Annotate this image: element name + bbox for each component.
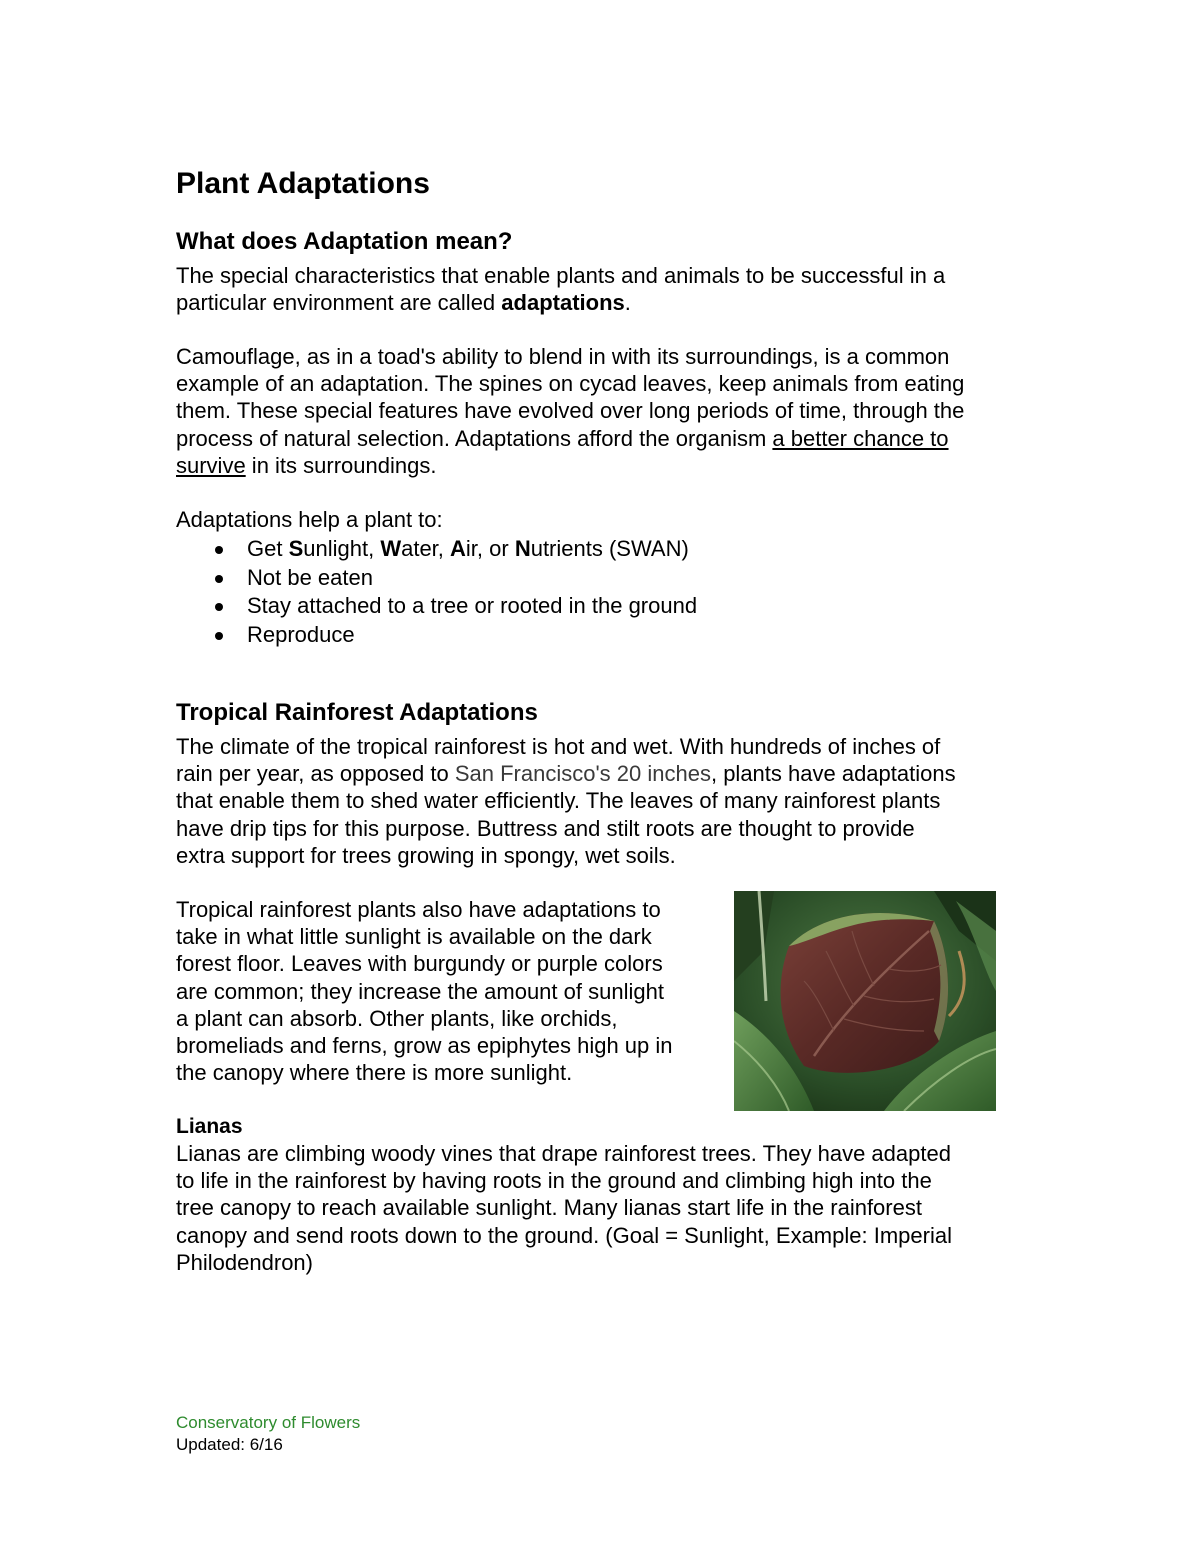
camouflage-paragraph xyxy=(176,343,964,479)
list-item-text: Not be eaten xyxy=(247,564,373,590)
text-line xyxy=(176,760,956,787)
swan-letter: A xyxy=(450,536,466,561)
text-line: tree canopy to reach available sunlight. Many lianas start life in the rainforest xyxy=(176,1195,922,1221)
sunlight-paragraph xyxy=(176,896,673,1086)
swan-letter: S xyxy=(288,536,304,561)
text-span: unlight, xyxy=(303,536,381,561)
section-heading-lianas: Lianas xyxy=(176,1115,243,1138)
text-span: in its surroundings. xyxy=(245,452,437,478)
list-item xyxy=(176,564,697,593)
text-line: that enable them to shed water efficiently. The leaves of many rainforest plants xyxy=(176,788,941,814)
text-span: Get xyxy=(247,536,289,561)
text-span: process of natural selection. Adaptations afford the organism xyxy=(176,425,773,451)
burgundy-leaf-photo xyxy=(734,891,996,1111)
climate-paragraph xyxy=(176,733,956,869)
text-line: The climate of the tropical rainforest is hot and wet. With hundreds of inches of xyxy=(176,734,941,759)
bullet-icon xyxy=(215,632,223,640)
text-span: ir, or xyxy=(465,536,515,561)
page-title: Plant Adaptations xyxy=(176,167,430,200)
swan-letter: W xyxy=(380,536,402,561)
swan-text xyxy=(247,536,689,561)
text-line: take in what little sunlight is available on the dark xyxy=(176,924,652,950)
list-item xyxy=(176,535,697,564)
list-item-text: Stay attached to a tree or rooted in the ground xyxy=(247,593,698,618)
text-line: to life in the rainforest by having roots in the ground and climbing high into the xyxy=(176,1168,932,1194)
adaptations-term: adaptations xyxy=(501,290,625,316)
text-line: are common; they increase the amount of sunlight xyxy=(176,978,664,1004)
text-line: Lianas are climbing woody vines that drape rainforest trees. They have adapted xyxy=(176,1141,951,1166)
text-line: them. These special features have evolved over long periods of time, through the xyxy=(176,398,965,424)
text-line: forest floor. Leaves with burgundy or purple colors xyxy=(176,951,663,977)
text-span: , plants have adaptations xyxy=(710,761,956,787)
text-span: . xyxy=(624,290,631,316)
list-item xyxy=(176,592,697,621)
footer-organization: Conservatory of Flowers xyxy=(176,1413,361,1432)
section-heading-rainforest: Tropical Rainforest Adaptations xyxy=(176,699,538,726)
text-span: particular environment are called xyxy=(176,290,502,316)
text-line: bromeliads and ferns, grow as epiphytes high up in xyxy=(176,1033,673,1059)
lianas-paragraph xyxy=(176,1140,952,1276)
list-item-text: Reproduce xyxy=(247,621,355,647)
swan-letter: N xyxy=(514,536,531,561)
text-line: The special characteristics that enable plants and animals to be successful in a xyxy=(176,263,946,288)
text-line: Philodendron) xyxy=(176,1249,313,1275)
text-span: utrients (SWAN) xyxy=(530,536,689,561)
list-item xyxy=(176,621,697,650)
text-span: San Francisco's 20 inches xyxy=(454,761,711,787)
text-line: canopy and send roots down to the ground. (Goal = Sunlight, Example: Imperial xyxy=(176,1222,952,1248)
text-line: the canopy where there is more sunlight. xyxy=(176,1060,573,1086)
list-intro xyxy=(176,506,443,533)
leaf-illustration xyxy=(734,891,996,1111)
text-line xyxy=(176,452,964,479)
text-line: Adaptations help a plant to: xyxy=(176,507,443,532)
text-line xyxy=(176,289,945,316)
bullet-icon xyxy=(215,603,223,611)
section-heading-adaptation: What does Adaptation mean? xyxy=(176,228,513,255)
text-line: Camouflage, as in a toad's ability to blend in with its surroundings, is a common xyxy=(176,344,950,369)
text-line: example of an adaptation. The spines on cycad leaves, keep animals from eating xyxy=(176,371,965,397)
definition-paragraph xyxy=(176,262,945,316)
text-line: have drip tips for this purpose. Buttress and stilt roots are thought to provide xyxy=(176,815,915,841)
text-line: a plant can absorb. Other plants, like orchids, xyxy=(176,1005,618,1031)
bullet-icon xyxy=(215,575,223,583)
footer-updated-date: Updated: 6/16 xyxy=(176,1435,283,1454)
text-span: rain per year, as opposed to xyxy=(176,761,455,787)
text-line: extra support for trees growing in spongy, wet soils. xyxy=(176,842,676,868)
text-span: ater, xyxy=(401,536,451,561)
text-line xyxy=(176,425,964,452)
underlined-phrase: survive xyxy=(176,452,246,478)
underlined-phrase: a better chance to xyxy=(772,425,949,451)
adaptation-bullet-list xyxy=(176,535,697,649)
bullet-icon xyxy=(215,546,223,554)
text-line: Tropical rainforest plants also have adaptations to xyxy=(176,897,661,922)
